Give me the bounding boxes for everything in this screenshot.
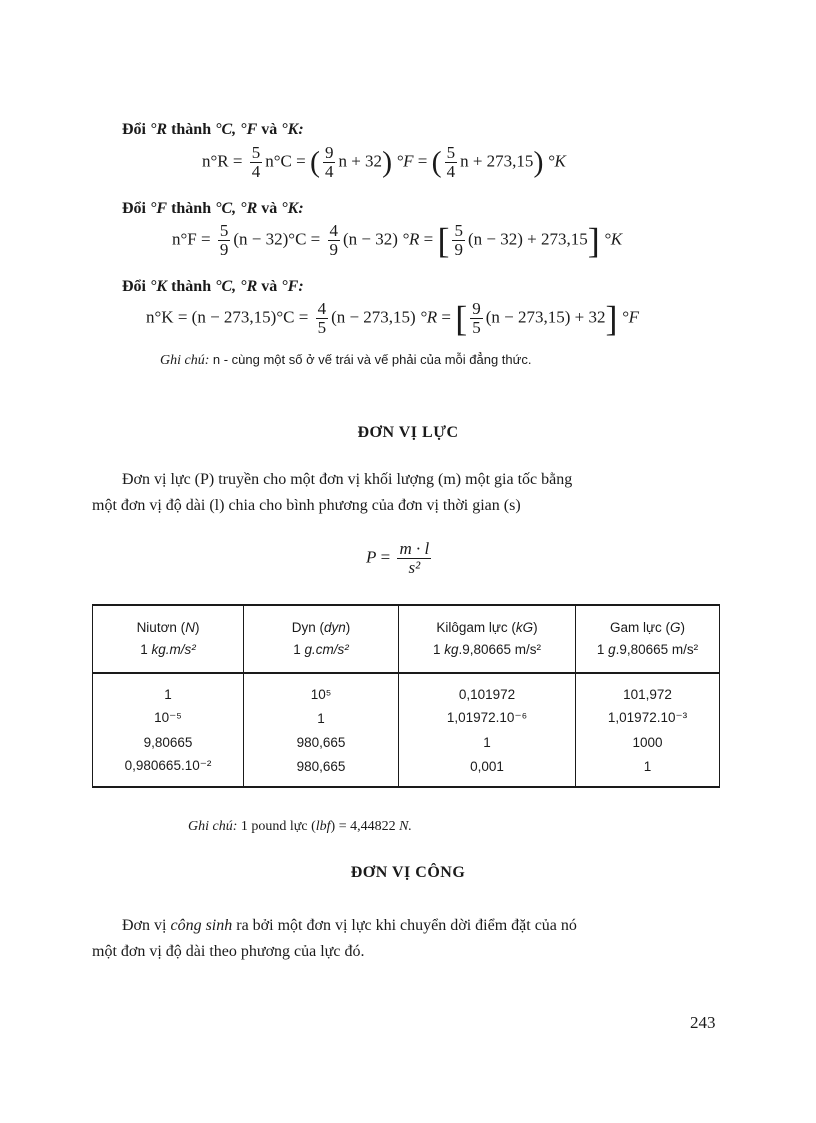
table-header-row [93,605,720,673]
label-convert-F: Đổi °F thành °C, °R và °K: [122,200,304,217]
table-row [93,673,720,706]
para-work-line2: một đơn vị độ dài theo phương của lực đó. [92,943,365,960]
label-convert-R: Đổi °R thành °C, °F và °K: [122,121,304,138]
equation-R: n°R = $\frac{5}{4}$ n°C = ( $\frac{9}{4}$ n + 32) °F = ( $\frac{5}{4}$ n + 273,15) °K [202,143,566,181]
note-force: Ghi chú: 1 pound lực (lbf) = 4,44822 N. [188,819,412,834]
table-cell: 980,665 [244,754,399,787]
header-cell: Niutơn (N) 1 kg.m/s² [93,605,244,673]
table-cell: 0,980665.10⁻² [93,754,244,787]
formula-force: P = $\frac{m \cdot l}{\text{s²}}$ [366,539,430,577]
para-work-line1: Đơn vị công sinh ra bởi một đơn vị lực khi chuyển dời điểm đặt của nó [122,917,577,934]
page-number: 243 [690,1013,716,1032]
table-cell: 101,972 [576,673,720,706]
table-cell: 1 [576,754,720,787]
note-temperature: Ghi chú: n - cùng một số ở vế trái và vế phải của mỗi đẳng thức. [160,352,532,368]
table-row [93,706,720,730]
equation-F: n°F = $\frac{5}{9}$ (n − 32)°C = $\frac{4}{9}$ (n − 32) °R = [ $\frac{5}{9}$ (n − 32) + 273,15] °K [172,220,623,261]
table-row [93,730,720,754]
table-cell: 1 [399,730,576,754]
label-convert-K: Đổi °K thành °C, °R và °F: [122,278,304,295]
table-cell: 0,101972 [399,673,576,706]
table-cell: 9,80665 [93,730,244,754]
force-units-table [92,604,720,788]
table-cell: 1 [244,706,399,730]
header-cell: Dyn (dyn) 1 g.cm/s² [244,605,399,673]
table-row [93,754,720,787]
table-cell: 1000 [576,730,720,754]
para-force-line2: một đơn vị độ dài (l) chia cho bình phương của đơn vị thời gian (s) [92,497,521,514]
table-cell: 1,01972.10⁻⁶ [399,706,576,730]
table-cell: 980,665 [244,730,399,754]
para-force-line1: Đơn vị lực (P) truyền cho một đơn vị khối lượng (m) một gia tốc bằng [122,471,573,488]
table-cell: 1 [93,673,244,706]
equation-K: n°K = (n − 273,15)°C = $\frac{4}{5}$ (n − 273,15) °R = [ $\frac{9}{5}$ (n − 273,15) + 32] °F [146,298,639,339]
heading-work: ĐƠN VỊ CÔNG [350,864,466,881]
heading-force: ĐƠN VỊ LỰC [357,424,459,441]
table-cell: 10⁻⁵ [93,706,244,730]
header-cell: Kilôgam lực (kG) 1 kg.9,80665 m/s² [399,605,576,673]
table-cell: 1,01972.10⁻³ [576,706,720,730]
fraction: $\frac{5}{4}$ [251,143,261,181]
table-cell: 10⁵ [244,673,399,706]
table-cell: 0,001 [399,754,576,787]
header-cell: Gam lực (G) 1 g.9,80665 m/s² [576,605,720,673]
